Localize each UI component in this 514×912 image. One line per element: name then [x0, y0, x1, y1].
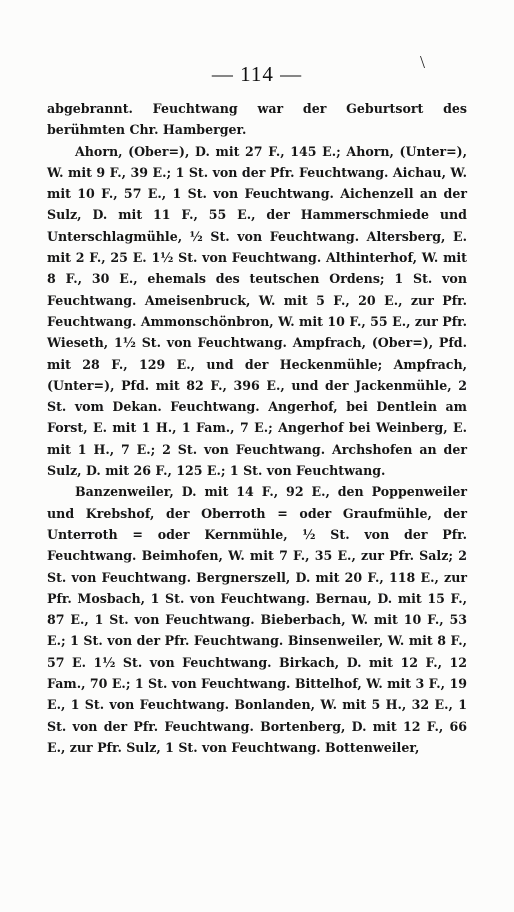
corner-mark: \	[420, 52, 426, 72]
page-number: — 114 —	[211, 62, 303, 86]
paragraph-a-entries: Ahorn, (Ober=), D. mit 27 F., 145 E.; Ahorn, (Unter=), W. mit 9 F., 39 E.; 1 St. von der Pfr. Feuchtwang. Aichau, W. mit 10 F., 57 E., 1 St. von Feuchtwang. Aichenzell an der Sulz, D. mit 11 F., 55 E., der Hammerschmiede und Unterschlagmühle, ½ St. von Feuchtwang. Altersberg, E. mit 2 F., 25 E. 1½ St. von Feuchtwang. Althinterhof, W. mit 8 F., 30 E., ehemals des teutschen Ordens; 1 St. von Feuchtwang. Ameisenbruck, W. mit 5 F., 20 E., zur Pfr. Feuchtwang. Ammonschönbron, W. mit 10 F., 55 E., zur Pfr. Wieseth, 1½ St. von Feuchtwang. Ampfrach, (Ober=), Pfd. mit 28 F., 129 E., und der Heckenmühle; Ampfrach, (Unter=), Pfd. mit 82 F., 396 E., und der Jackenmühle, 2 St. vom Dekan. Feuchtwang. Angerhof, bei Dentlein am Forst, E. mit 1 H., 1 Fam., 7 E.; Angerhof bei Weinberg, E. mit 1 H., 7 E.; 2 St. von Feuchtwang. Archshofen an der Sulz, D. mit 26 F., 125 E.; 1 St. von Feuchtwang.	[47, 143, 467, 479]
paragraph-b-entries: Banzenweiler, D. mit 14 F., 92 E., den Poppenweiler und Krebshof, der Oberroth = oder Graufmühle, der Unterroth = oder Kernmühle, ½ St. von der Pfr. Feuchtwang. Beimhofen, W. mit 7 F., 35 E., zur Pfr. Salz; 2 St. von Feuchtwang. Bergnerszell, D. mit 20 F., 118 E., zur Pfr. Mosbach, 1 St. von Feuchtwang. Bernau, D. mit 15 F., 87 E., 1 St. von Feuchtwang. Bieberbach, W. mit 10 F., 53 E.; 1 St. von der Pfr. Feuchtwang. Binsenweiler, W. mit 8 F., 57 E. 1½ St. von Feuchtwang. Birkach, D. mit 12 F., 12 Fam., 70 E.; 1 St. von Feuchtwang. Bittelhof, W. mit 3 F., 19 E., 1 St. von Feuchtwang. Bonlanden, W. mit 5 H., 32 E., 1 St. von der Pfr. Feuchtwang. Bortenberg, D. mit 12 F., 66 E., zur Pfr. Sulz, 1 St. von Feuchtwang. Bottenweiler,	[47, 484, 467, 755]
body-text	[47, 98, 467, 758]
paragraph-continuation: abgebrannt. Feuchtwang war der Geburtsort des berühmten Chr. Hamberger.	[47, 101, 467, 138]
